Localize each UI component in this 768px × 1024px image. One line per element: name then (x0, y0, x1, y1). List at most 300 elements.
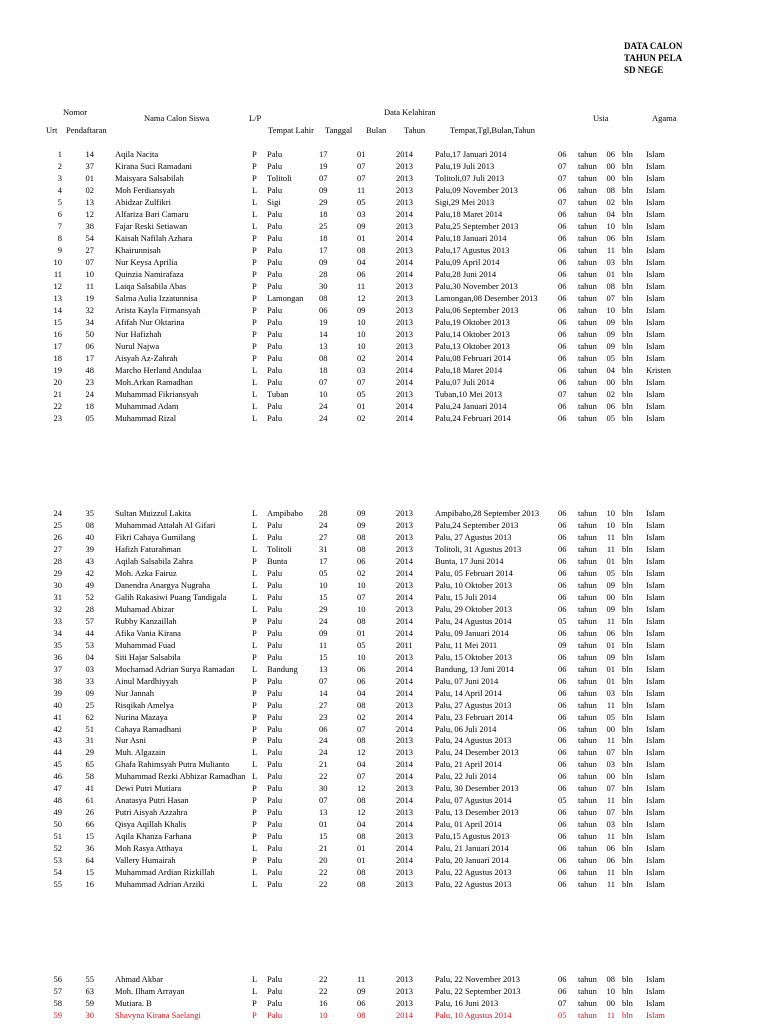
cell-usia-bulan-unit: bln (622, 974, 633, 984)
cell-usia-bulan: 06 (606, 149, 615, 159)
cell-usia-bulan: 00 (606, 771, 615, 782)
cell-usia-tahun-unit: tahun (578, 747, 597, 758)
cell-tahun: 2013 (396, 293, 413, 304)
cell-usia-bulan-unit: bln (622, 508, 633, 518)
cell-usia-tahun: 06 (558, 843, 567, 854)
cell-usia-tahun: 06 (558, 711, 567, 722)
cell-tempat-lahir: Palu (267, 209, 283, 220)
cell-agama: Islam (646, 783, 665, 794)
cell-lp: P (252, 735, 257, 746)
cell-usia-tahun-unit: tahun (578, 281, 597, 292)
cell-pendaftaran: 26 (85, 807, 94, 818)
cell-tanggal: 28 (319, 269, 328, 280)
cell-pendaftaran: 24 (85, 389, 94, 400)
cell-tanggal: 29 (319, 197, 328, 208)
cell-nama: Ahmad Akbar (115, 974, 163, 984)
cell-tanggal: 14 (319, 329, 328, 340)
cell-nama: Putri Aisyah Azzahra (115, 807, 188, 818)
cell-tahun: 2014 (396, 269, 413, 280)
cell-usia-bulan: 01 (606, 675, 615, 686)
cell-lp: L (252, 639, 258, 650)
cell-tempat-lahir: Palu (267, 627, 283, 638)
cell-tahun: 2014 (396, 615, 413, 626)
cell-nama: Anatasya Putri Hasan (115, 795, 189, 806)
cell-tahun: 2013 (396, 161, 413, 171)
cell-nama: Nurul Najwa (115, 341, 160, 352)
cell-usia-bulan: 06 (606, 233, 615, 244)
cell-tahun: 2014 (396, 567, 413, 578)
cell-usia-tahun-unit: tahun (578, 317, 597, 328)
cell-usia-bulan: 01 (606, 639, 615, 650)
cell-agama: Islam (646, 591, 665, 602)
table-row (0, 292, 768, 304)
cell-usia-bulan: 06 (606, 401, 615, 412)
cell-bulan: 10 (357, 329, 366, 340)
table-row (0, 376, 768, 388)
cell-bulan: 09 (357, 520, 366, 530)
cell-usia-bulan-unit: bln (622, 520, 633, 530)
cell-tempat-lahir: Palu (267, 341, 283, 352)
cell-usia-tahun: 06 (558, 281, 567, 292)
cell-urt: 41 (53, 711, 62, 722)
cell-usia-bulan-unit: bln (622, 639, 633, 650)
table-row (0, 160, 768, 172)
cell-usia-bulan-unit: bln (622, 531, 633, 542)
cell-usia-tahun-unit: tahun (578, 353, 597, 364)
cell-nama: Muhammad Fikriansyah (115, 389, 199, 400)
cell-usia-tahun-unit: tahun (578, 807, 597, 818)
header-lp: L/P (249, 113, 262, 123)
cell-tanggal: 24 (319, 747, 328, 758)
cell-pendaftaran: 39 (85, 543, 94, 554)
cell-pendaftaran: 36 (85, 843, 94, 854)
table-row (0, 627, 768, 639)
cell-usia-tahun-unit: tahun (578, 579, 597, 590)
cell-pendaftaran: 14 (85, 149, 94, 159)
cell-usia-bulan-unit: bln (622, 365, 633, 376)
cell-tanggal: 22 (319, 771, 328, 782)
cell-usia-bulan: 06 (606, 855, 615, 866)
cell-pendaftaran: 12 (85, 209, 94, 220)
cell-urt: 7 (57, 221, 62, 232)
cell-usia-tahun-unit: tahun (578, 401, 597, 412)
cell-pendaftaran: 35 (85, 508, 94, 518)
cell-usia-bulan: 11 (606, 1009, 615, 1020)
cell-urt: 9 (57, 245, 62, 256)
cell-ttl: Palu,06 September 2013 (435, 305, 519, 316)
cell-agama: Islam (646, 807, 665, 818)
cell-usia-tahun-unit: tahun (578, 173, 597, 183)
cell-usia-tahun-unit: tahun (578, 185, 597, 196)
cell-bulan: 01 (357, 843, 366, 854)
cell-usia-bulan-unit: bln (622, 735, 633, 746)
cell-lp: L (252, 974, 258, 984)
cell-bulan: 08 (357, 245, 366, 256)
cell-usia-bulan-unit: bln (622, 245, 633, 256)
cell-nama: Siti Hajar Salsabila (115, 651, 181, 662)
cell-lp: P (252, 675, 257, 686)
cell-tempat-lahir: Palu (267, 185, 283, 196)
cell-usia-tahun-unit: tahun (578, 687, 597, 698)
cell-urt: 33 (53, 615, 62, 626)
cell-tempat-lahir: Palu (267, 377, 283, 388)
cell-tahun: 2014 (396, 555, 413, 566)
cell-tahun: 2014 (396, 233, 413, 244)
cell-agama: Islam (646, 603, 665, 614)
cell-usia-bulan-unit: bln (622, 401, 633, 412)
cell-bulan: 12 (357, 807, 366, 818)
cell-tahun: 2013 (396, 185, 413, 196)
cell-nama: Alfariza Bari Camaru (115, 209, 189, 220)
cell-ttl: Palu,14 Oktober 2013 (435, 329, 510, 340)
cell-tanggal: 10 (319, 389, 328, 400)
cell-usia-tahun: 07 (558, 997, 567, 1008)
cell-bulan: 03 (357, 365, 366, 376)
cell-tempat-lahir: Bandung (267, 663, 298, 674)
cell-pendaftaran: 16 (85, 879, 94, 890)
cell-tanggal: 14 (319, 687, 328, 698)
cell-tanggal: 09 (319, 627, 328, 638)
cell-agama: Islam (646, 567, 665, 578)
cell-bulan: 05 (357, 197, 366, 208)
cell-usia-tahun: 06 (558, 807, 567, 818)
cell-usia-tahun: 06 (558, 831, 567, 842)
cell-ttl: Tolitoli,07 Juli 2013 (435, 173, 505, 183)
cell-usia-tahun: 06 (558, 627, 567, 638)
cell-nama: Salma Aulia Izzatunnisa (115, 293, 198, 304)
cell-agama: Islam (646, 329, 665, 340)
cell-tempat-lahir: Palu (267, 161, 283, 171)
cell-pendaftaran: 31 (85, 735, 94, 746)
cell-urt: 57 (53, 985, 62, 996)
cell-tempat-lahir: Palu (267, 233, 283, 244)
cell-usia-bulan: 02 (606, 197, 615, 208)
table-row (0, 603, 768, 615)
table-row (0, 734, 768, 746)
header-ttl: Tempat,Tgl,Bulan,Tahun (450, 125, 535, 135)
cell-agama: Islam (646, 377, 665, 388)
cell-lp: P (252, 269, 257, 280)
cell-lp: P (252, 807, 257, 818)
cell-tanggal: 20 (319, 855, 328, 866)
cell-urt: 44 (53, 747, 62, 758)
cell-usia-tahun-unit: tahun (578, 795, 597, 806)
cell-usia-tahun-unit: tahun (578, 615, 597, 626)
cell-pendaftaran: 27 (85, 245, 94, 256)
cell-urt: 31 (53, 591, 62, 602)
cell-ttl: Palu, 22 Agustus 2013 (435, 867, 512, 878)
cell-usia-tahun-unit: tahun (578, 867, 597, 878)
cell-lp: P (252, 317, 257, 328)
cell-ttl: Palu,24 Februari 2014 (435, 413, 511, 424)
cell-bulan: 08 (357, 699, 366, 710)
cell-usia-bulan: 09 (606, 329, 615, 340)
cell-tahun: 2014 (396, 675, 413, 686)
cell-usia-bulan: 00 (606, 723, 615, 734)
cell-agama: Islam (646, 245, 665, 256)
cell-lp: L (252, 985, 258, 996)
cell-tanggal: 18 (319, 209, 328, 220)
cell-usia-bulan: 07 (606, 807, 615, 818)
cell-usia-tahun-unit: tahun (578, 771, 597, 782)
cell-urt: 15 (53, 317, 62, 328)
table-row (0, 531, 768, 543)
cell-agama: Islam (646, 831, 665, 842)
table-row (0, 723, 768, 735)
cell-tempat-lahir: Palu (267, 579, 283, 590)
cell-bulan: 10 (357, 603, 366, 614)
cell-tempat-lahir: Bunta (267, 555, 288, 566)
cell-tahun: 2013 (396, 245, 413, 256)
cell-tempat-lahir: Palu (267, 855, 283, 866)
cell-tahun: 2014 (396, 365, 413, 376)
cell-tanggal: 25 (319, 221, 328, 232)
cell-usia-bulan: 11 (606, 543, 615, 554)
table-row (0, 555, 768, 567)
cell-tahun: 2014 (396, 771, 413, 782)
cell-agama: Islam (646, 281, 665, 292)
cell-agama: Islam (646, 879, 665, 890)
cell-lp: L (252, 389, 258, 400)
cell-tanggal: 07 (319, 377, 328, 388)
cell-usia-bulan-unit: bln (622, 819, 633, 830)
cell-bulan: 06 (357, 663, 366, 674)
cell-tahun: 2011 (396, 639, 413, 650)
cell-tahun: 2013 (396, 281, 413, 292)
cell-usia-tahun-unit: tahun (578, 603, 597, 614)
cell-tempat-lahir: Palu (267, 807, 283, 818)
cell-urt: 43 (53, 735, 62, 746)
cell-usia-bulan-unit: bln (622, 329, 633, 340)
cell-usia-bulan-unit: bln (622, 985, 633, 996)
cell-agama: Islam (646, 1009, 665, 1020)
cell-usia-tahun-unit: tahun (578, 233, 597, 244)
cell-nama: Mutiara. B (115, 997, 152, 1008)
cell-usia-bulan-unit: bln (622, 567, 633, 578)
cell-tempat-lahir: Ampibabo (267, 508, 303, 518)
cell-urt: 19 (53, 365, 62, 376)
cell-agama: Islam (646, 997, 665, 1008)
table-row (0, 220, 768, 232)
cell-usia-bulan-unit: bln (622, 783, 633, 794)
cell-usia-tahun: 06 (558, 329, 567, 340)
cell-usia-tahun: 06 (558, 257, 567, 268)
cell-lp: L (252, 413, 258, 424)
cell-usia-tahun: 06 (558, 269, 567, 280)
cell-nama: Muhamad Abizar (115, 603, 175, 614)
cell-bulan: 12 (357, 293, 366, 304)
cell-tanggal: 15 (319, 831, 328, 842)
cell-usia-bulan-unit: bln (622, 413, 633, 424)
cell-agama: Islam (646, 269, 665, 280)
cell-lp: P (252, 699, 257, 710)
cell-usia-tahun-unit: tahun (578, 627, 597, 638)
cell-bulan: 09 (357, 305, 366, 316)
cell-nama: Danendra Anargya Nugraha (115, 579, 211, 590)
cell-tempat-lahir: Palu (267, 520, 283, 530)
cell-lp: L (252, 663, 258, 674)
cell-pendaftaran: 52 (85, 591, 94, 602)
cell-tanggal: 05 (319, 567, 328, 578)
cell-agama: Islam (646, 555, 665, 566)
cell-tanggal: 18 (319, 233, 328, 244)
cell-usia-tahun-unit: tahun (578, 1009, 597, 1020)
cell-tahun: 2014 (396, 795, 413, 806)
cell-ttl: Palu, 29 Oktober 2013 (435, 603, 512, 614)
cell-pendaftaran: 43 (85, 555, 94, 566)
cell-agama: Islam (646, 699, 665, 710)
cell-bulan: 07 (357, 723, 366, 734)
cell-bulan: 02 (357, 567, 366, 578)
cell-ttl: Palu, 22 November 2013 (435, 974, 520, 984)
cell-usia-tahun: 06 (558, 555, 567, 566)
cell-usia-bulan: 11 (606, 831, 615, 842)
cell-usia-bulan-unit: bln (622, 269, 633, 280)
cell-usia-bulan-unit: bln (622, 1009, 633, 1020)
cell-bulan: 07 (357, 771, 366, 782)
cell-urt: 11 (53, 269, 62, 280)
cell-tanggal: 24 (319, 615, 328, 626)
cell-tanggal: 09 (319, 185, 328, 196)
cell-tanggal: 08 (319, 353, 328, 364)
table-row (0, 208, 768, 220)
cell-usia-bulan: 00 (606, 591, 615, 602)
cell-lp: L (252, 221, 258, 232)
cell-usia-bulan-unit: bln (622, 353, 633, 364)
cell-nama: Laiqa Salsabila Abas (115, 281, 187, 292)
cell-tempat-lahir: Palu (267, 531, 283, 542)
table-row (0, 997, 768, 1009)
cell-usia-tahun: 06 (558, 221, 567, 232)
cell-agama: Islam (646, 627, 665, 638)
cell-lp: P (252, 329, 257, 340)
cell-usia-tahun: 06 (558, 365, 567, 376)
cell-urt: 26 (53, 531, 62, 542)
cell-usia-bulan: 05 (606, 567, 615, 578)
table-row (0, 830, 768, 842)
cell-nama: Shavyna Kirana Saelangi (115, 1009, 201, 1020)
cell-bulan: 08 (357, 795, 366, 806)
cell-ttl: Palu, 06 Juli 2014 (435, 723, 497, 734)
cell-usia-bulan-unit: bln (622, 185, 633, 196)
cell-agama: Islam (646, 185, 665, 196)
cell-nama: Dewi Putri Mutiara (115, 783, 182, 794)
cell-nama: Arista Kayla Firmansyah (115, 305, 201, 316)
cell-pendaftaran: 06 (85, 341, 94, 352)
cell-usia-bulan: 05 (606, 413, 615, 424)
cell-tanggal: 07 (319, 795, 328, 806)
cell-pendaftaran: 23 (85, 377, 94, 388)
cell-lp: P (252, 627, 257, 638)
cell-urt: 34 (53, 627, 62, 638)
table-row (0, 184, 768, 196)
cell-urt: 17 (53, 341, 62, 352)
cell-nama: Aqilah Salsabila Zahra (115, 555, 193, 566)
cell-urt: 28 (53, 555, 62, 566)
cell-usia-bulan: 09 (606, 341, 615, 352)
cell-usia-bulan-unit: bln (622, 161, 633, 171)
cell-usia-bulan-unit: bln (622, 699, 633, 710)
cell-usia-tahun-unit: tahun (578, 639, 597, 650)
cell-bulan: 04 (357, 257, 366, 268)
table-row (0, 770, 768, 782)
cell-usia-bulan: 11 (606, 735, 615, 746)
cell-tanggal: 06 (319, 723, 328, 734)
cell-agama: Islam (646, 233, 665, 244)
cell-tanggal: 17 (319, 245, 328, 256)
cell-agama: Islam (646, 663, 665, 674)
cell-agama: Islam (646, 974, 665, 984)
cell-lp: P (252, 233, 257, 244)
cell-ttl: Palu,18 Maret 2014 (435, 209, 503, 220)
cell-usia-bulan: 11 (606, 879, 615, 890)
cell-bulan: 09 (357, 985, 366, 996)
table-row (0, 364, 768, 376)
cell-tahun: 2013 (396, 783, 413, 794)
cell-usia-tahun: 06 (558, 603, 567, 614)
cell-pendaftaran: 07 (85, 257, 94, 268)
cell-lp: L (252, 401, 258, 412)
cell-nama: Moh. Ilham Arrayan (115, 985, 185, 996)
cell-bulan: 09 (357, 221, 366, 232)
cell-nama: Muhammad Fuad (115, 639, 176, 650)
cell-tahun: 2013 (396, 651, 413, 662)
cell-usia-tahun: 06 (558, 675, 567, 686)
cell-usia-tahun: 06 (558, 771, 567, 782)
cell-tempat-lahir: Palu (267, 795, 283, 806)
table-row (0, 244, 768, 256)
cell-nama: Fajar Reski Setiawan (115, 221, 188, 232)
cell-lp: L (252, 567, 258, 578)
cell-usia-bulan-unit: bln (622, 197, 633, 208)
cell-nama: Kirana Suci Ramadani (115, 161, 192, 171)
cell-tahun: 2013 (396, 520, 413, 530)
cell-urt: 39 (53, 687, 62, 698)
cell-urt: 2 (57, 161, 62, 171)
cell-bulan: 06 (357, 997, 366, 1008)
cell-usia-tahun-unit: tahun (578, 257, 597, 268)
cell-agama: Islam (646, 579, 665, 590)
cell-ttl: Palu,18 Januari 2014 (435, 233, 507, 244)
cell-usia-bulan-unit: bln (622, 675, 633, 686)
cell-lp: L (252, 603, 258, 614)
cell-pendaftaran: 04 (85, 651, 94, 662)
cell-lp: L (252, 747, 258, 758)
cell-tempat-lahir: Palu (267, 974, 283, 984)
cell-usia-tahun-unit: tahun (578, 508, 597, 518)
cell-tahun: 2014 (396, 687, 413, 698)
table-row (0, 340, 768, 352)
cell-pendaftaran: 05 (85, 413, 94, 424)
cell-usia-bulan-unit: bln (622, 579, 633, 590)
cell-nama: Moh. Azka Fairuz (115, 567, 177, 578)
cell-urt: 25 (53, 520, 62, 530)
cell-lp: L (252, 520, 258, 530)
cell-nama: Muh. Algazain (115, 747, 166, 758)
cell-pendaftaran: 08 (85, 520, 94, 530)
cell-lp: P (252, 687, 257, 698)
cell-usia-bulan: 00 (606, 377, 615, 388)
cell-urt: 47 (53, 783, 62, 794)
cell-tahun: 2013 (396, 543, 413, 554)
cell-tanggal: 31 (319, 543, 328, 554)
cell-urt: 46 (53, 771, 62, 782)
cell-ttl: Palu, 16 Juni 2013 (435, 997, 499, 1008)
cell-usia-tahun-unit: tahun (578, 293, 597, 304)
cell-lp: L (252, 377, 258, 388)
doc-title-line-3: SD NEGE (624, 65, 664, 75)
cell-bulan: 04 (357, 759, 366, 770)
